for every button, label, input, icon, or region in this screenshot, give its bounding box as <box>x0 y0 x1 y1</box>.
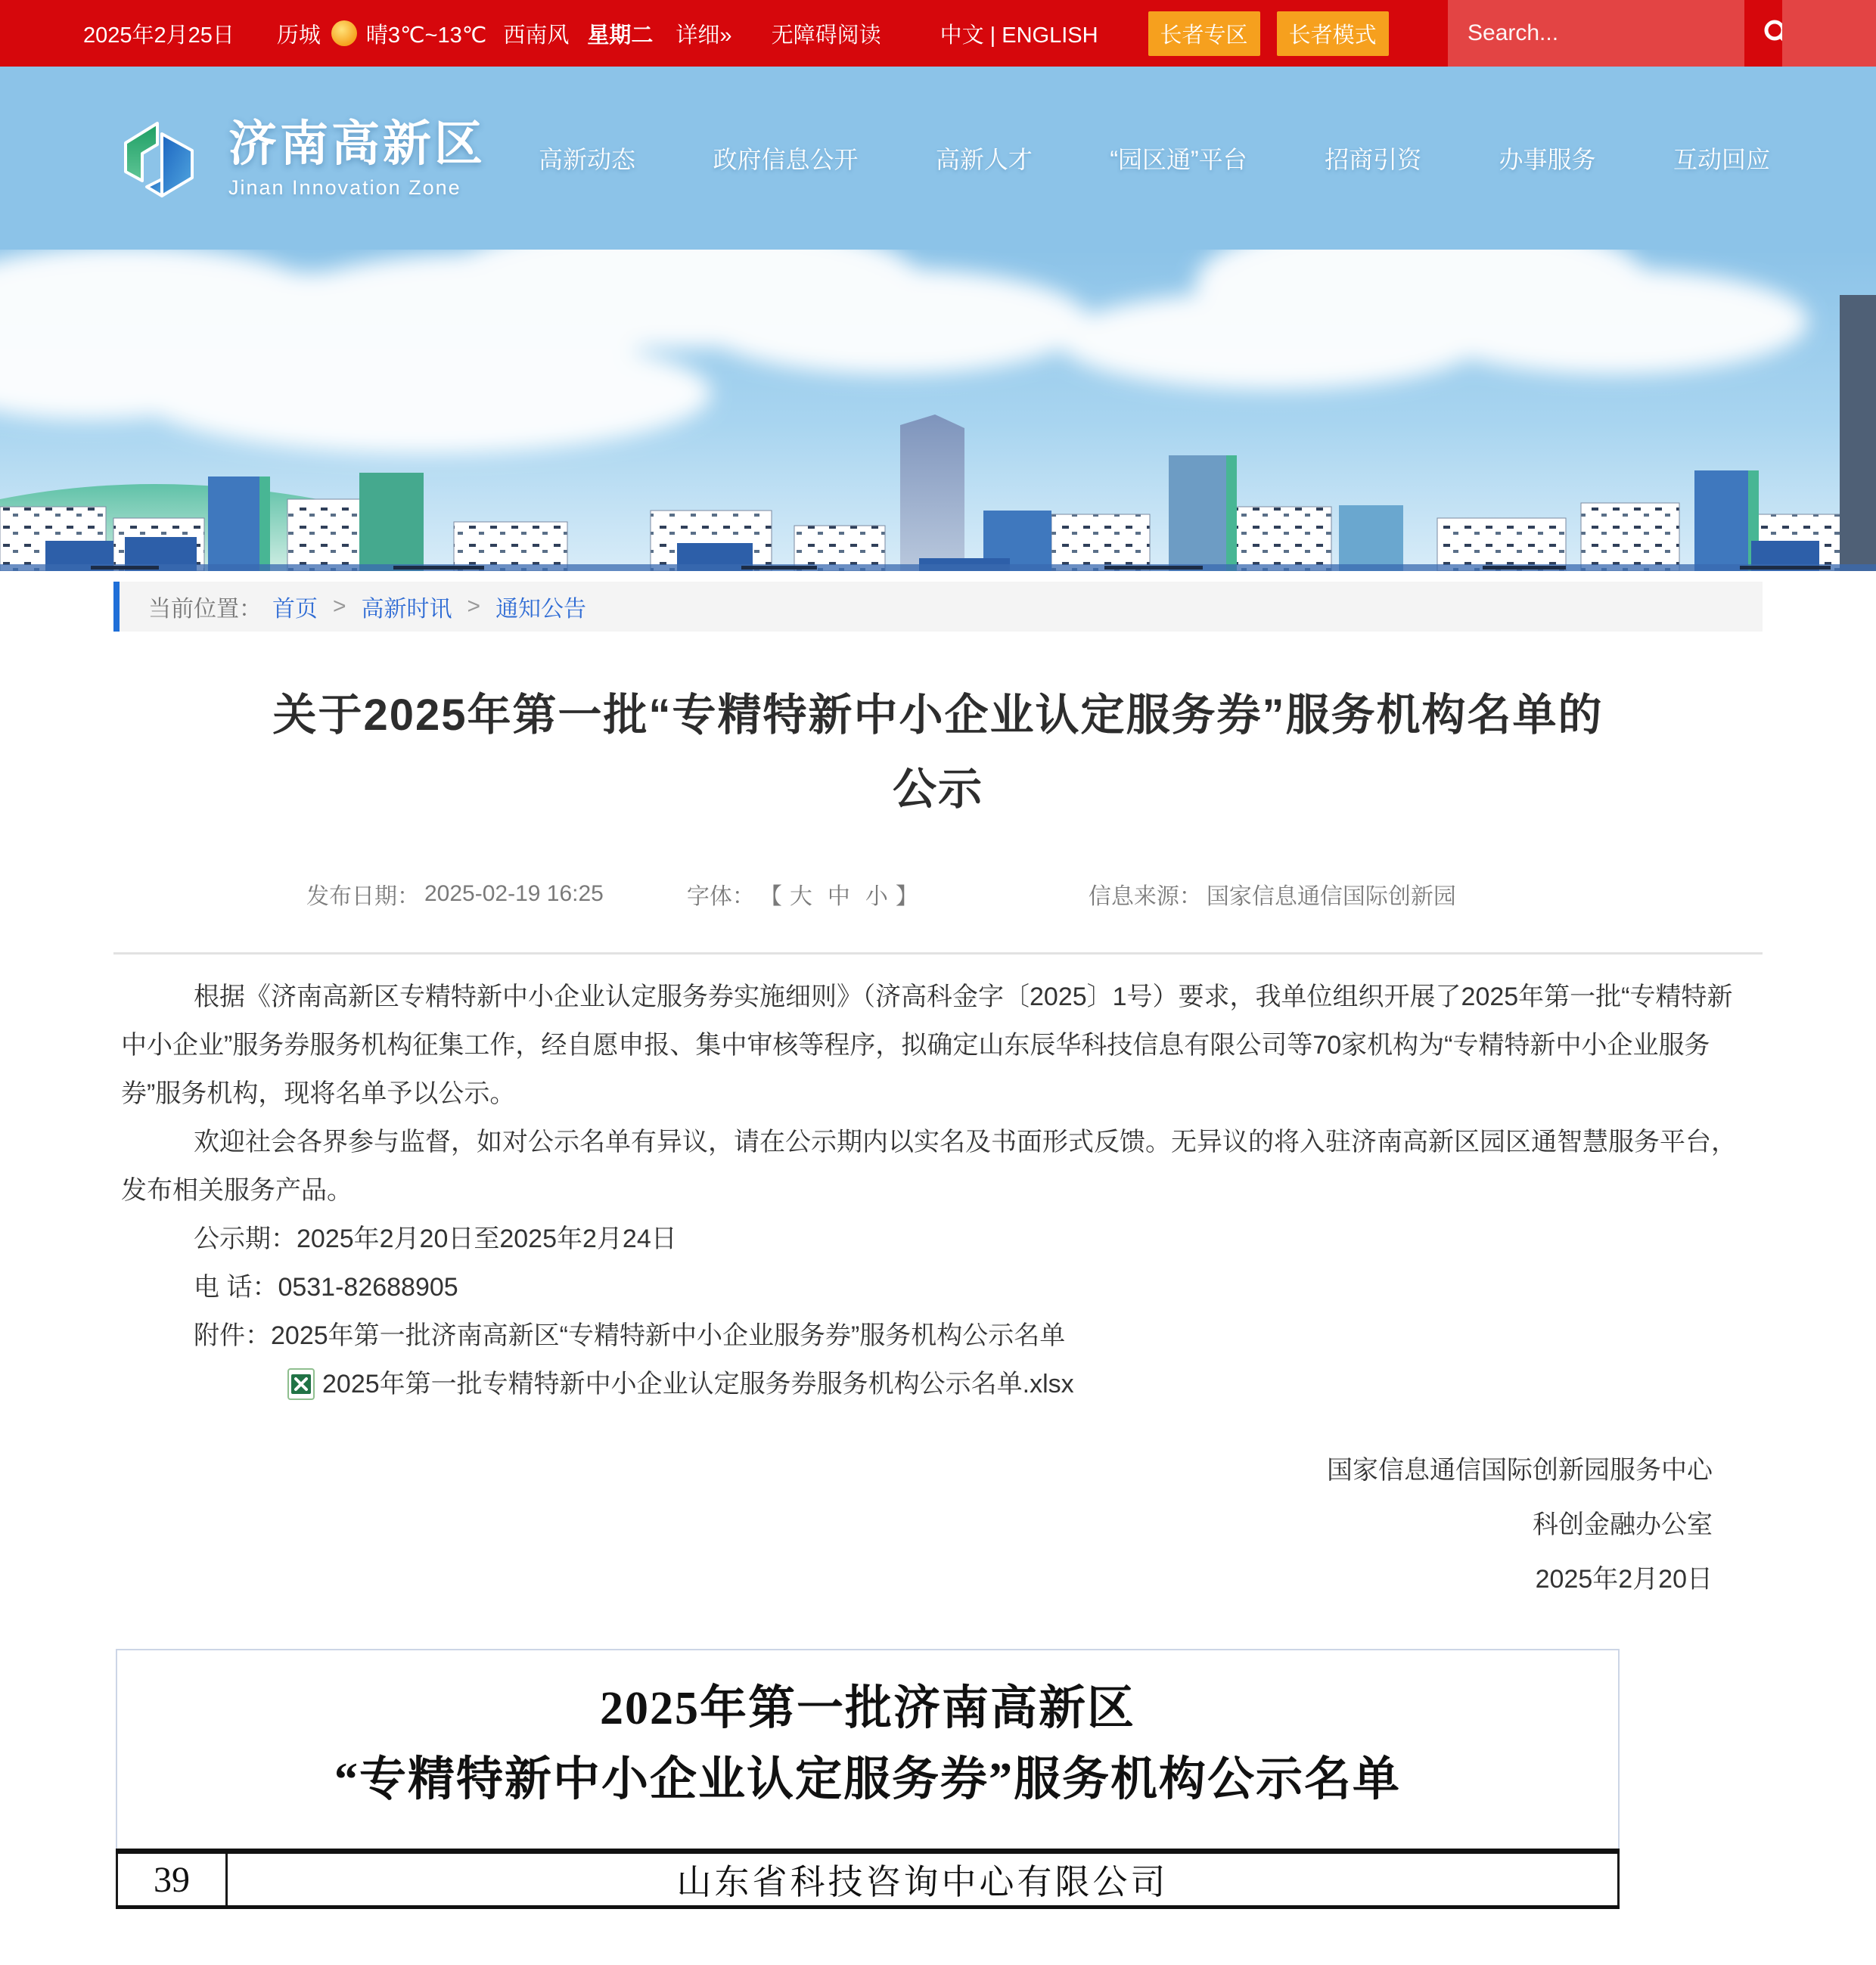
weather-detail-link[interactable]: 详细» <box>676 23 732 48</box>
font-size-medium[interactable]: 中 <box>827 884 850 909</box>
language-switch[interactable]: 中文 | ENGLISH <box>940 23 1098 48</box>
attachment-file-name: 2025年第一批专精特新中小企业认定服务券服务机构公示名单.xlsx <box>322 1370 1074 1398</box>
breadcrumb <box>113 582 1763 632</box>
attachment-note-line: 附件：2025年第一批济南高新区“专精特新中小企业服务券”服务机构公示名单 <box>194 1321 1066 1350</box>
page-title-line1: 关于2025年第一批“专精特新中小企业认定服务券”服务机构名单的 <box>272 691 1604 740</box>
excel-file-icon <box>287 1368 315 1400</box>
signature-org-line1: 国家信息通信国际创新园服务中心 <box>1327 1456 1713 1485</box>
site-header <box>0 67 1876 250</box>
senior-zone-button[interactable]: 长者专区 <box>1148 11 1260 56</box>
page-title-line2: 公示 <box>892 765 983 814</box>
nav-item-gov-info[interactable]: 政府信息公开 <box>713 146 859 173</box>
district-selector[interactable]: 历城 <box>276 23 321 48</box>
meta-divider <box>113 952 1763 955</box>
nav-item-interaction[interactable]: 互动回应 <box>1673 146 1770 173</box>
company-name-cell: 山东省科技咨询中心有限公司 <box>227 1852 1619 1908</box>
weather-temperature: 晴3℃~13℃ <box>365 23 487 48</box>
signature-block <box>113 1443 1763 1606</box>
attachment-title-line1: 2025年第一批济南高新区 <box>599 1683 1135 1734</box>
font-size-label: 字体： <box>686 884 755 909</box>
attachment-preview-table <box>116 1849 1620 1909</box>
article <box>113 678 1763 1606</box>
source-value: 国家信息通信国际创新园 <box>1206 884 1456 909</box>
signature-org-line2: 科创金融办公室 <box>1533 1510 1713 1539</box>
font-bracket-close: 】 <box>895 884 918 909</box>
nav-item-investment[interactable]: 招商引资 <box>1325 146 1422 173</box>
source-label: 信息来源： <box>1088 884 1202 909</box>
weekday: 星期二 <box>587 23 654 48</box>
article-body <box>113 973 1763 1408</box>
site-name-english: Jinan Innovation Zone <box>228 175 461 199</box>
publish-date-value: 2025-02-19 16:25 <box>424 881 604 906</box>
phone-line: 电 话：0531-82688905 <box>194 1273 458 1302</box>
public-period-line: 公示期：2025年2月20日至2025年2月24日 <box>194 1225 677 1253</box>
signature-date: 2025年2月20日 <box>1535 1565 1713 1594</box>
main-nav <box>539 141 1770 175</box>
nav-item-park-platform[interactable]: “园区通”平台 <box>1110 146 1247 173</box>
search-input[interactable] <box>1466 20 1761 47</box>
hexagon-cube-logo-icon <box>113 108 206 208</box>
breadcrumb-label: 当前位置： <box>148 597 262 622</box>
page-title <box>113 678 1763 827</box>
paragraph-1: 根据《济南高新区专精特新中小企业认定服务券实施细则》（济高科金字〔2025〕1号）要求，我单位组织开展了2025年第一批“专精特新中小企业”服务券服务机构征集工作，经自愿申报、集中审核等程序，拟确定山东辰华科技信息有限公司等70家机构为“专精特新中小企业服务券”服务机构，现将名单予以公示。 <box>121 983 1733 1108</box>
breadcrumb-notices[interactable]: 通知公告 <box>495 597 587 622</box>
attachment-file-link[interactable] <box>121 1360 1755 1408</box>
table-row <box>117 1852 1619 1908</box>
search-box <box>1448 0 1744 67</box>
attachment-title-line2: “专精特新中小企业认定服务券”服务机构公示名单 <box>334 1754 1401 1805</box>
row-index-cell: 39 <box>117 1852 227 1908</box>
breadcrumb-separator: > <box>467 594 481 619</box>
attachment-preview-title <box>117 1650 1618 1849</box>
site-logo[interactable] <box>113 108 486 208</box>
breadcrumb-separator: > <box>333 594 346 619</box>
breadcrumb-home[interactable]: 首页 <box>272 597 318 622</box>
paragraph-2: 欢迎社会各界参与监督，如对公示名单有异议，请在公示期内以实名及书面形式反馈。无异议的将入驻济南高新区园区通智慧服务平台，发布相关服务产品。 <box>121 1128 1737 1205</box>
font-bracket-open: 【 <box>759 884 782 909</box>
current-date: 2025年2月25日 <box>83 23 234 48</box>
publish-date-label: 发布日期： <box>306 884 420 909</box>
sun-weather-icon <box>331 20 357 46</box>
font-size-large[interactable]: 大 <box>789 884 812 909</box>
nav-item-talent[interactable]: 高新人才 <box>935 146 1033 173</box>
cityscape-banner <box>0 250 1876 571</box>
cityscape-illustration <box>0 250 1876 571</box>
nav-item-services[interactable]: 办事服务 <box>1499 146 1596 173</box>
site-name: 济南高新区 <box>228 116 486 171</box>
font-size-small[interactable]: 小 <box>865 884 888 909</box>
article-meta <box>113 880 1763 908</box>
nav-item-news[interactable]: 高新动态 <box>539 146 636 173</box>
senior-mode-button[interactable]: 长者模式 <box>1277 11 1389 56</box>
wind-info: 西南风 <box>503 23 570 48</box>
topbar-right-block <box>1782 0 1876 67</box>
attachment-preview-image <box>116 1649 1620 1909</box>
breadcrumb-news[interactable]: 高新时讯 <box>361 597 452 622</box>
accessibility-link[interactable]: 无障碍阅读 <box>771 23 881 48</box>
topbar <box>0 0 1876 67</box>
